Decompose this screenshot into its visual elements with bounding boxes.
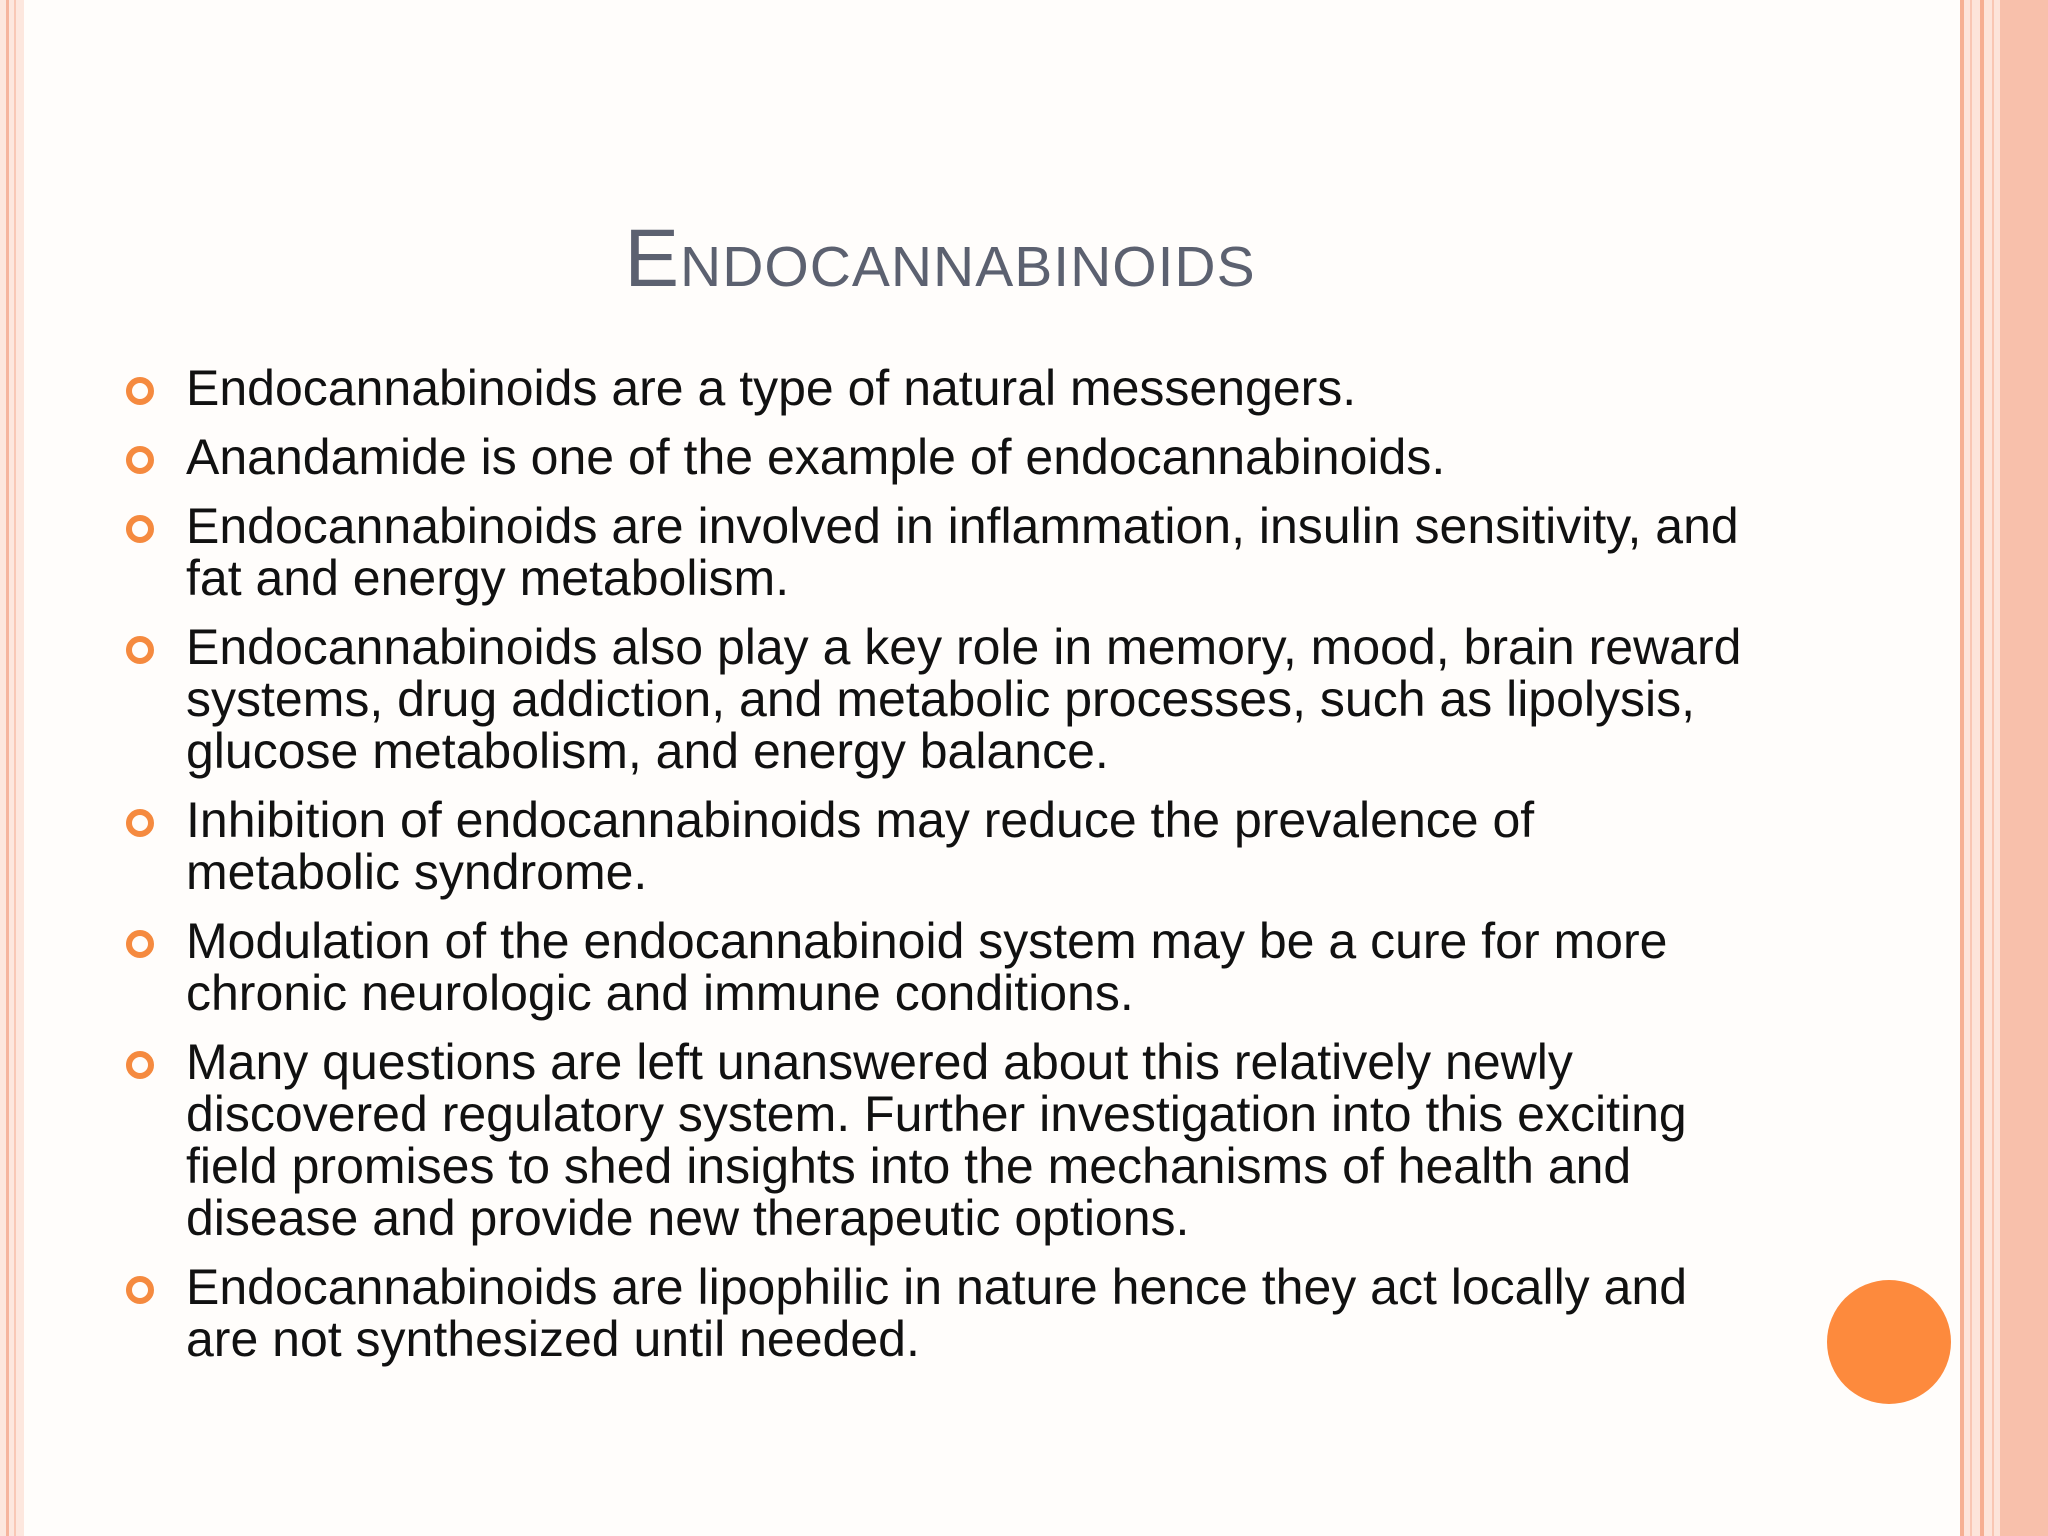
bullet-item	[122, 915, 1762, 1019]
bullet-text: Endocannabinoids are involved in inflammation, insulin sensitivity, and fat and energy metabolism.	[186, 498, 1739, 606]
hollow-circle-bullet-icon	[126, 1276, 154, 1304]
hollow-circle-bullet-icon	[126, 930, 154, 958]
bullet-item	[122, 431, 1762, 483]
bullet-item	[122, 1036, 1762, 1244]
bullet-text: Endocannabinoids also play a key role in memory, mood, brain reward systems, drug addiction, and metabolic processes, such as lipolysis, glucose metabolism, and energy balance.	[186, 619, 1742, 779]
bullet-item	[122, 362, 1762, 414]
bullet-text: Modulation of the endocannabinoid system may be a cure for more chronic neurologic and immune conditions.	[186, 913, 1668, 1021]
slide-title: Endocannabinoids	[624, 213, 1256, 304]
hollow-circle-bullet-icon	[126, 1051, 154, 1079]
hollow-circle-bullet-icon	[126, 446, 154, 474]
right-border-decoration	[1960, 0, 2048, 1536]
bullet-item	[122, 500, 1762, 604]
bullet-text: Endocannabinoids are lipophilic in nature hence they act locally and are not synthesized until needed.	[186, 1259, 1688, 1367]
bullet-text: Inhibition of endocannabinoids may reduce the prevalence of metabolic syndrome.	[186, 792, 1535, 900]
orange-circle-decoration	[1827, 1280, 1951, 1404]
bullet-text: Anandamide is one of the example of endocannabinoids.	[186, 429, 1446, 485]
left-border-decoration	[0, 0, 24, 1536]
hollow-circle-bullet-icon	[126, 515, 154, 543]
bullet-item	[122, 621, 1762, 777]
hollow-circle-bullet-icon	[126, 636, 154, 664]
hollow-circle-bullet-icon	[126, 809, 154, 837]
bullet-text: Endocannabinoids are a type of natural messengers.	[186, 360, 1357, 416]
bullet-list	[122, 362, 1762, 1382]
hollow-circle-bullet-icon	[126, 377, 154, 405]
bullet-text: Many questions are left unanswered about this relatively newly discovered regulatory system. Further investigation into this exciting field promises to shed insights into the mechanisms of health and disease and provide new therapeutic options.	[186, 1034, 1687, 1246]
bullet-item	[122, 794, 1762, 898]
bullet-item	[122, 1261, 1762, 1365]
